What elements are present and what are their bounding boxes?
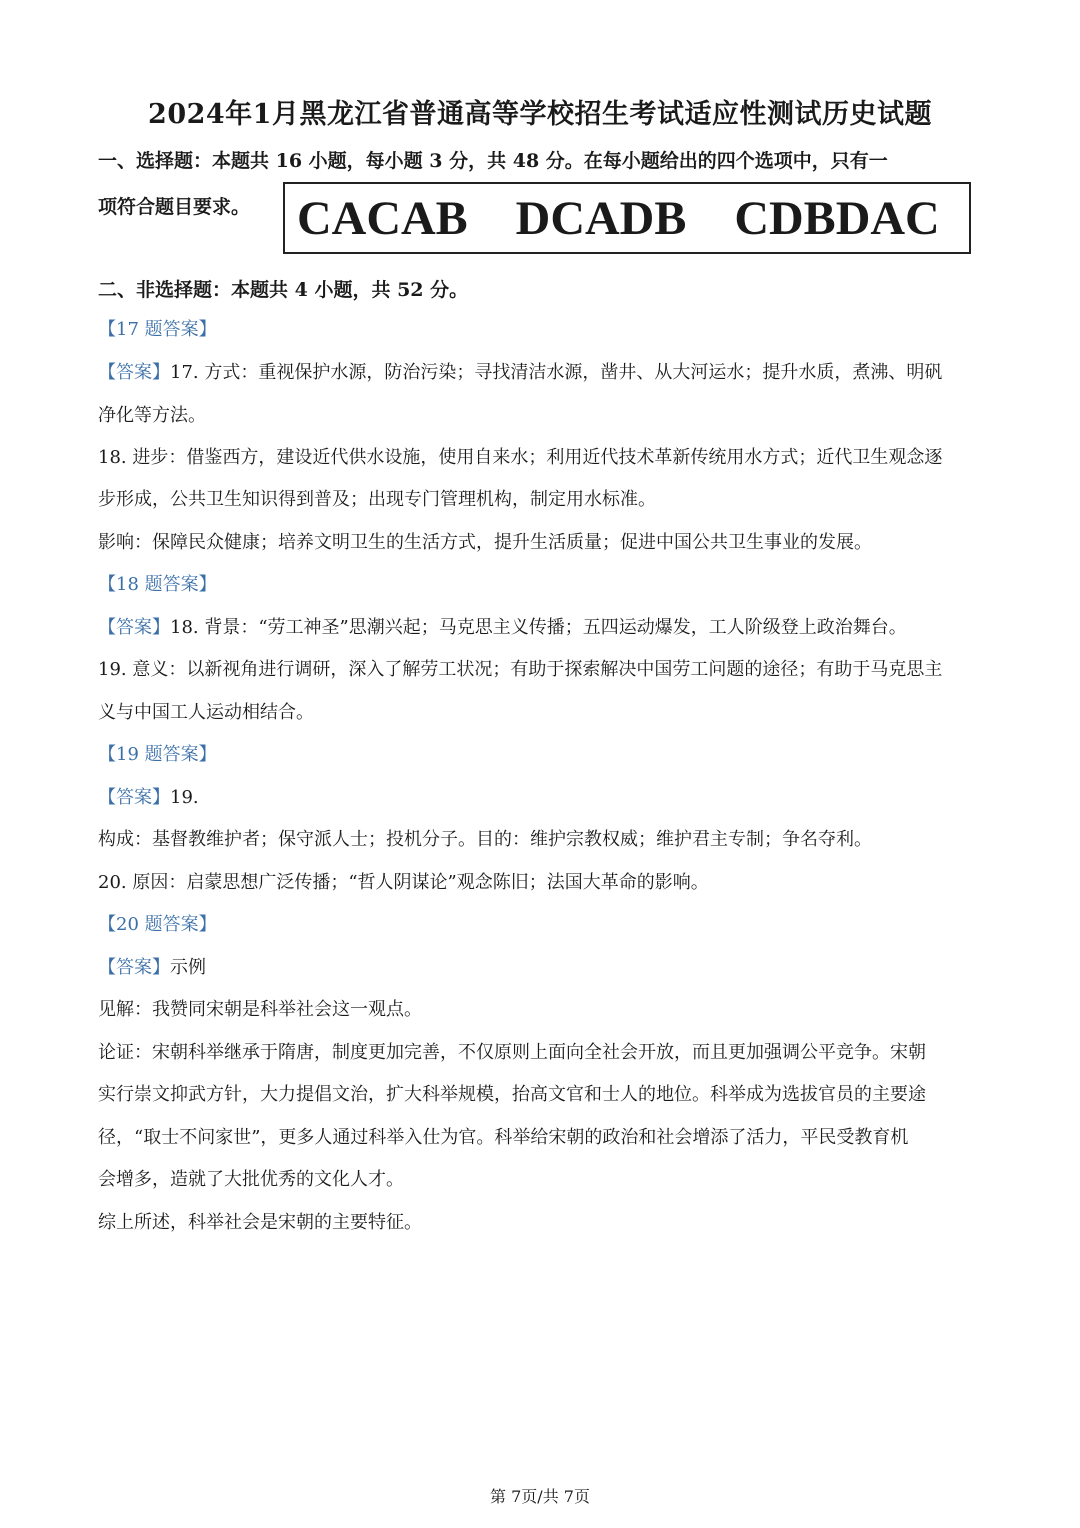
q20-text-1: 示例 (170, 957, 206, 978)
q20-text-3: 论证：宋朝科举继承于隋唐，制度更加完善，不仅原则上面向全社会开放，而且更加强调公平竞争。宋朝 (98, 1042, 926, 1063)
choice-answer-box (283, 182, 971, 254)
page-footer: 第 7页/共 7页 (490, 1487, 590, 1506)
answer-group-3: CDBDAC (734, 191, 940, 245)
q19-tag: 【19 题答案】 (98, 744, 217, 765)
q20-answer-line1 (98, 956, 206, 980)
page-title: 2024年1月黑龙江省普通高等学校招生考试适应性测试历史试题 (148, 99, 932, 130)
q17-text-1: 17. 方式：重视保护水源，防治污染；寻找清洁水源，凿井、从大河运水；提升水质，煮沸、明矾 (170, 362, 943, 383)
q17-answer-tag: 【答案】 (98, 362, 170, 383)
section1-heading-line2: 项符合题目要求。 (98, 196, 251, 218)
q17-answer-line1 (98, 361, 942, 385)
q20-answer-tag: 【答案】 (98, 957, 170, 978)
q18-answer-tag: 【答案】 (98, 617, 170, 638)
q20-text-2: 见解：我赞同宋朝是科举社会这一观点。 (98, 999, 422, 1020)
q18-answer-line1 (98, 616, 907, 640)
q19-answer-line1 (98, 786, 199, 810)
q19-text-2: 构成：基督教维护者；保守派人士；投机分子。目的：维护宗教权威；维护君主专制；争名夺利。 (98, 829, 872, 850)
q18-text-3: 义与中国工人运动相结合。 (98, 702, 314, 723)
q19-text-3: 20. 原因：启蒙思想广泛传播；“哲人阴谋论”观念陈旧；法国大革命的影响。 (98, 872, 709, 893)
answer-group-1: CACAB (297, 191, 468, 245)
q17-text-3: 18. 进步：借鉴西方，建设近代供水设施，使用自来水；利用近代技术革新传统用水方式；近代卫生观念逐 (98, 447, 943, 468)
section1-heading-line1: 一、选择题：本题共 16 小题，每小题 3 分，共 48 分。在每小题给出的四个选项中，只有一 (98, 150, 888, 172)
q17-text-5: 影响：保障民众健康；培养文明卫生的生活方式，提升生活质量；促进中国公共卫生事业的发展。 (98, 532, 872, 553)
q18-tag: 【18 题答案】 (98, 574, 217, 595)
q17-text-2: 净化等方法。 (98, 405, 206, 426)
q20-tag: 【20 题答案】 (98, 914, 217, 935)
q20-text-5: 径，“取士不问家世”，更多人通过科举入仕为官。科举给宋朝的政治和社会增添了活力，平民受教育机 (98, 1127, 909, 1148)
q19-answer-tag: 【答案】 (98, 787, 170, 808)
q18-text-2: 19. 意义：以新视角进行调研，深入了解劳工状况；有助于探索解决中国劳工问题的途径；有助于马克思主 (98, 659, 943, 680)
q17-tag: 【17 题答案】 (98, 319, 217, 340)
q17-text-4: 步形成，公共卫生知识得到普及；出现专门管理机构，制定用水标准。 (98, 489, 656, 510)
q19-text-1: 19. (170, 787, 199, 808)
q20-text-7: 综上所述，科举社会是宋朝的主要特征。 (98, 1212, 422, 1233)
section2-heading: 二、非选择题：本题共 4 小题，共 52 分。 (98, 279, 469, 301)
q18-text-1: 18. 背景：“劳工神圣”思潮兴起；马克思主义传播；五四运动爆发，工人阶级登上政治舞台。 (170, 617, 907, 638)
answer-group-2: DCADB (515, 191, 687, 245)
q20-text-6: 会增多，造就了大批优秀的文化人才。 (98, 1169, 404, 1190)
q20-text-4: 实行崇文抑武方针，大力提倡文治，扩大科举规模，抬高文官和士人的地位。科举成为选拔官员的主要途 (98, 1084, 926, 1105)
